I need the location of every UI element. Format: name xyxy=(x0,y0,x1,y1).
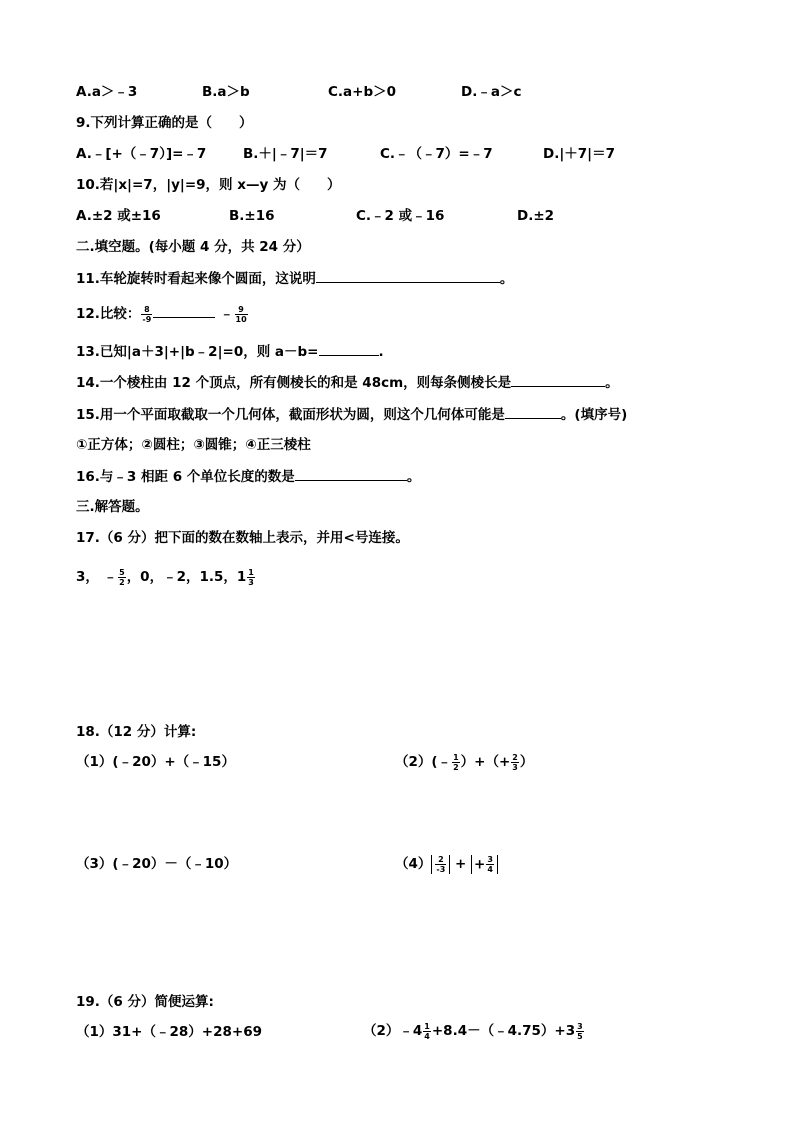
q15 xyxy=(76,404,627,425)
q18-part-4 xyxy=(395,850,498,878)
q9-option-c: C.﹣（﹣7）=﹣7 xyxy=(380,146,493,162)
q15-text: 15.用一个平面取截取一个几何体，截面形状为圆，则这个几何体可能是 xyxy=(76,407,505,423)
q18-p2-post: ） xyxy=(519,754,534,770)
q18-p4-den1: -3 xyxy=(436,864,446,874)
section-3-heading: 三.解答题。 xyxy=(76,499,149,515)
q19-p2-pre: （2）﹣4 xyxy=(363,1023,423,1039)
q8-option-d: D.﹣a＞c xyxy=(461,84,522,100)
q19-part-2 xyxy=(363,1019,585,1043)
q16-end: 。 xyxy=(406,469,421,485)
q17-fraction-1-3 xyxy=(247,568,255,587)
q13 xyxy=(76,341,384,362)
q12-answer-blank[interactable] xyxy=(153,303,215,318)
q18-p4-num2: 3 xyxy=(487,854,493,864)
q17-n4-den: 3 xyxy=(248,577,254,587)
q17-n2-den: 2 xyxy=(119,577,125,587)
q18-part-2 xyxy=(395,750,533,774)
q18-p4-den2: 4 xyxy=(487,864,493,874)
q11-text: 11.车轮旋转时看起来像个圆面，这说明 xyxy=(76,271,316,287)
q11-end: 。 xyxy=(499,271,514,287)
q12-f2-den: 10 xyxy=(235,314,247,324)
q11-answer-blank[interactable] xyxy=(316,268,500,283)
q12-f1-num: 8 xyxy=(141,305,152,315)
q9-stem: 9.下列计算正确的是（ ） xyxy=(76,115,253,131)
q17-numbers xyxy=(76,565,256,589)
q19-p2-fraction-2 xyxy=(576,1022,584,1041)
q12-f1-den: -9 xyxy=(142,314,152,324)
q12-f2-num: 9 xyxy=(235,305,248,315)
q13-end: . xyxy=(378,344,384,360)
q12 xyxy=(76,302,249,326)
q19-p2-den2: 5 xyxy=(577,1031,583,1041)
q9-option-b: B.＋|﹣7|＝7 xyxy=(243,146,328,162)
q18-p2-den2: 3 xyxy=(512,762,518,772)
q18-p4-fraction-1 xyxy=(435,855,446,874)
q19-p2-num2: 3 xyxy=(577,1021,583,1031)
q15-choices: ①正方体；②圆柱；③圆锥；④正三棱柱 xyxy=(76,437,311,453)
q15-end: 。(填序号) xyxy=(560,407,628,423)
q18-p4-fraction-2 xyxy=(486,855,494,874)
q18-p2-num: 1 xyxy=(453,752,459,762)
q17-n2-sign: ﹣ xyxy=(103,569,118,585)
q18-p2-fraction-2 xyxy=(511,753,519,772)
q19-p2-num: 1 xyxy=(424,1021,430,1031)
q19-p2-mid: +8.4－（﹣4.75）+3 xyxy=(431,1023,576,1039)
q18-p4-pre: （4） xyxy=(395,856,432,872)
q10-option-a: A.±2 或±16 xyxy=(76,208,161,224)
q17-fraction-5-2 xyxy=(118,568,126,587)
q8-option-b: B.a＞b xyxy=(202,84,250,100)
q9-option-d: D.|＋7|＝7 xyxy=(543,146,615,162)
q11 xyxy=(76,268,513,289)
q15-answer-blank[interactable] xyxy=(505,404,561,419)
q14-text: 14.一个棱柱由 12 个顶点，所有侧棱长的和是 48cm，则每条侧棱长是 xyxy=(76,375,512,391)
q18-part-3: （3）(﹣20）－（﹣10） xyxy=(76,856,238,872)
q19-p2-fraction-1 xyxy=(423,1022,431,1041)
q12-fraction-2 xyxy=(235,305,248,324)
q16-answer-blank[interactable] xyxy=(295,466,407,481)
q12-text: 12.比较： xyxy=(76,306,141,322)
q16-text: 16.与﹣3 相距 6 个单位长度的数是 xyxy=(76,469,295,485)
q19-stem: 19.（6 分）简便运算: xyxy=(76,994,214,1010)
q17-n3: ，0，﹣2，1.5， xyxy=(126,569,237,585)
q18-p2-fraction-1 xyxy=(452,753,460,772)
q18-p4-abs-1 xyxy=(431,855,450,874)
q19-p2-den: 4 xyxy=(424,1031,430,1041)
q9-option-a: A.﹣[+（﹣7）]=﹣7 xyxy=(76,146,207,162)
q10-option-d: D.±2 xyxy=(517,208,555,224)
q14-end: 。 xyxy=(605,375,619,391)
q14-answer-blank[interactable] xyxy=(511,372,605,387)
q17-n4-whole: 1 xyxy=(236,569,247,585)
q17-n1: 3， xyxy=(76,569,99,585)
q17-stem: 17.（6 分）把下面的数在数轴上表示，并用<号连接。 xyxy=(76,530,409,546)
q12-minus: ﹣ xyxy=(220,306,234,322)
q10-stem: 10.若|x|=7，|y|=9，则 x—y 为（ ） xyxy=(76,177,341,193)
q13-text: 13.已知|a＋3|+|b﹣2|=0，则 a－b= xyxy=(76,344,319,360)
q12-fraction-1 xyxy=(141,305,152,324)
q10-option-c: C.﹣2 或﹣16 xyxy=(356,208,445,224)
q14 xyxy=(76,372,619,393)
q18-p4-plus: + xyxy=(455,856,467,872)
q10-option-b: B.±16 xyxy=(229,208,275,224)
q18-part-1: （1）(﹣20）+（﹣15） xyxy=(76,754,235,770)
q18-p4-inner-plus: + xyxy=(474,856,486,872)
q17-n4-num: 1 xyxy=(248,567,254,577)
q13-answer-blank[interactable] xyxy=(319,341,379,356)
q18-p2-den: 2 xyxy=(453,762,459,772)
q16 xyxy=(76,466,420,487)
q17-n2-num: 5 xyxy=(119,567,125,577)
q19-part-1: （1）31+（﹣28）+28+69 xyxy=(76,1024,262,1040)
q8-option-a: A.a＞﹣3 xyxy=(76,84,138,100)
section-2-heading: 二.填空题。(每小题 4 分，共 24 分） xyxy=(76,239,310,255)
q18-stem: 18.（12 分）计算: xyxy=(76,724,197,740)
q8-option-c: C.a+b＞0 xyxy=(328,84,397,100)
q18-p4-num1: 2 xyxy=(435,855,446,865)
q18-p4-abs-2 xyxy=(471,855,498,874)
q18-p2-num2: 2 xyxy=(512,752,518,762)
q18-p2-mid: ）+（+ xyxy=(460,754,511,770)
q18-p2-pre: （2）(﹣ xyxy=(395,754,452,770)
